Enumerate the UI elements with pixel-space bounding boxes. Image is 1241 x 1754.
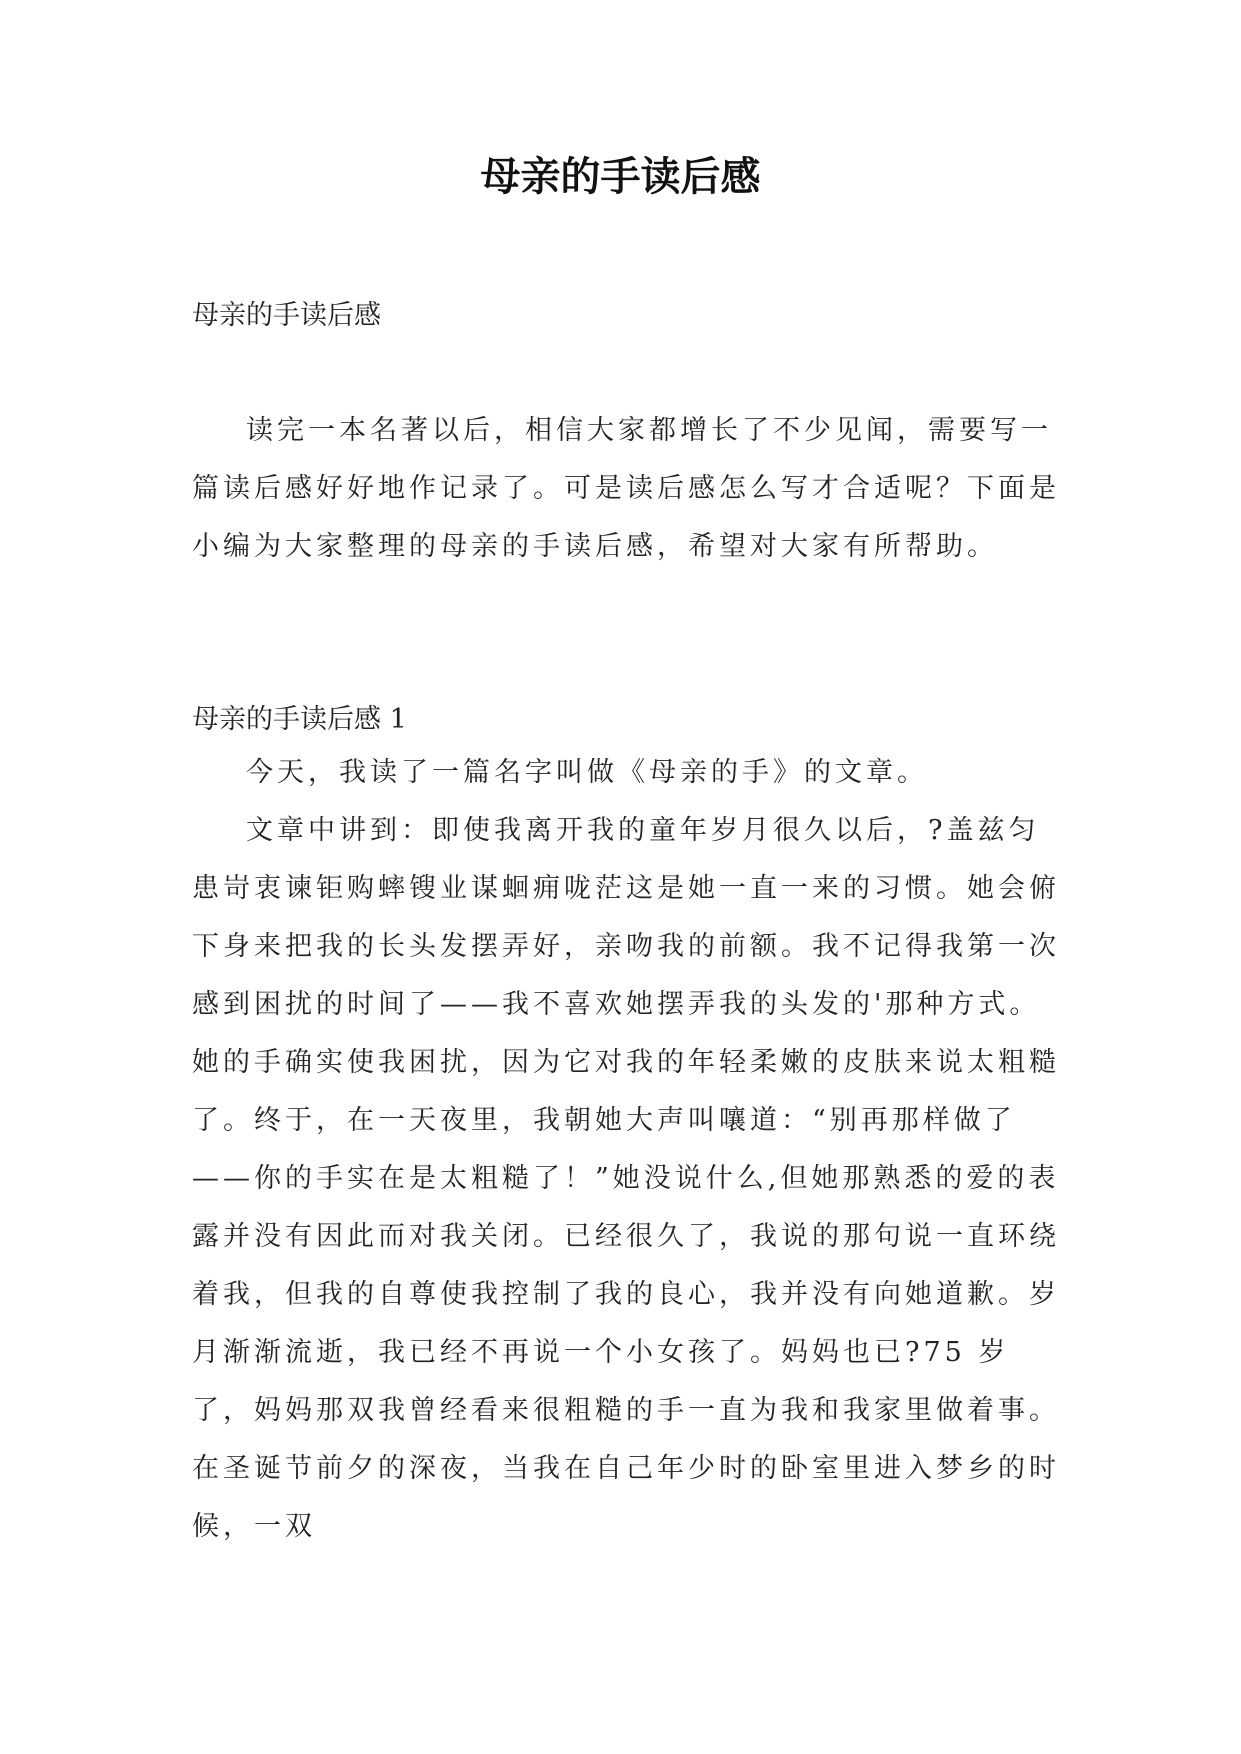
- body-paragraph: 文章中讲到：即使我离开我的童年岁月很久以后，?盖兹匀患岢衷谏钜购蟀锼业谋蛔痈咙茫这是她一直一来的习惯。她会俯下身来把我的长头发摆弄好，亲吻我的前额。我不记得我第一次感到困扰的时间了——我不喜欢她摆弄我的头发的'那种方式。她的手确实使我困扰，因为它对我的年轻柔嫩的皮肤来说太粗糙了。终于，在一天夜里，我朝她大声叫嚷道：“别再那样做了——你的手实在是太粗糙了！”她没说什么,但她那熟悉的爱的表露并没有因此而对我关闭。已经很久了，我说的那句说一直环绕着我，但我的自尊使我控制了我的良心，我并没有向她道歉。岁月渐渐流逝，我已经不再说一个小女孩了。妈妈也已?75 岁了，妈妈那双我曾经看来很粗糙的手一直为我和我家里做着事。在圣诞节前夕的深夜，当我在自己年少时的卧室里进入梦乡的时候，一双: [192, 815, 1060, 1542]
- intro-paragraph: 读完一本名著以后，相信大家都增长了不少见闻，需要写一篇读后感好好地作记录了。可是读后感怎么写才合适呢？下面是小编为大家整理的母亲的手读后感，希望对大家有所帮助。: [192, 415, 1060, 562]
- document-subtitle: 母亲的手读后感: [192, 300, 381, 331]
- document-title: 母亲的手读后感: [480, 153, 761, 200]
- section-heading: 母亲的手读后感 1: [192, 704, 407, 735]
- body-paragraph: 今天，我读了一篇名字叫做《母亲的手》的文章。: [246, 757, 928, 788]
- intro-section: [192, 402, 1062, 576]
- section-body: [192, 744, 1062, 1556]
